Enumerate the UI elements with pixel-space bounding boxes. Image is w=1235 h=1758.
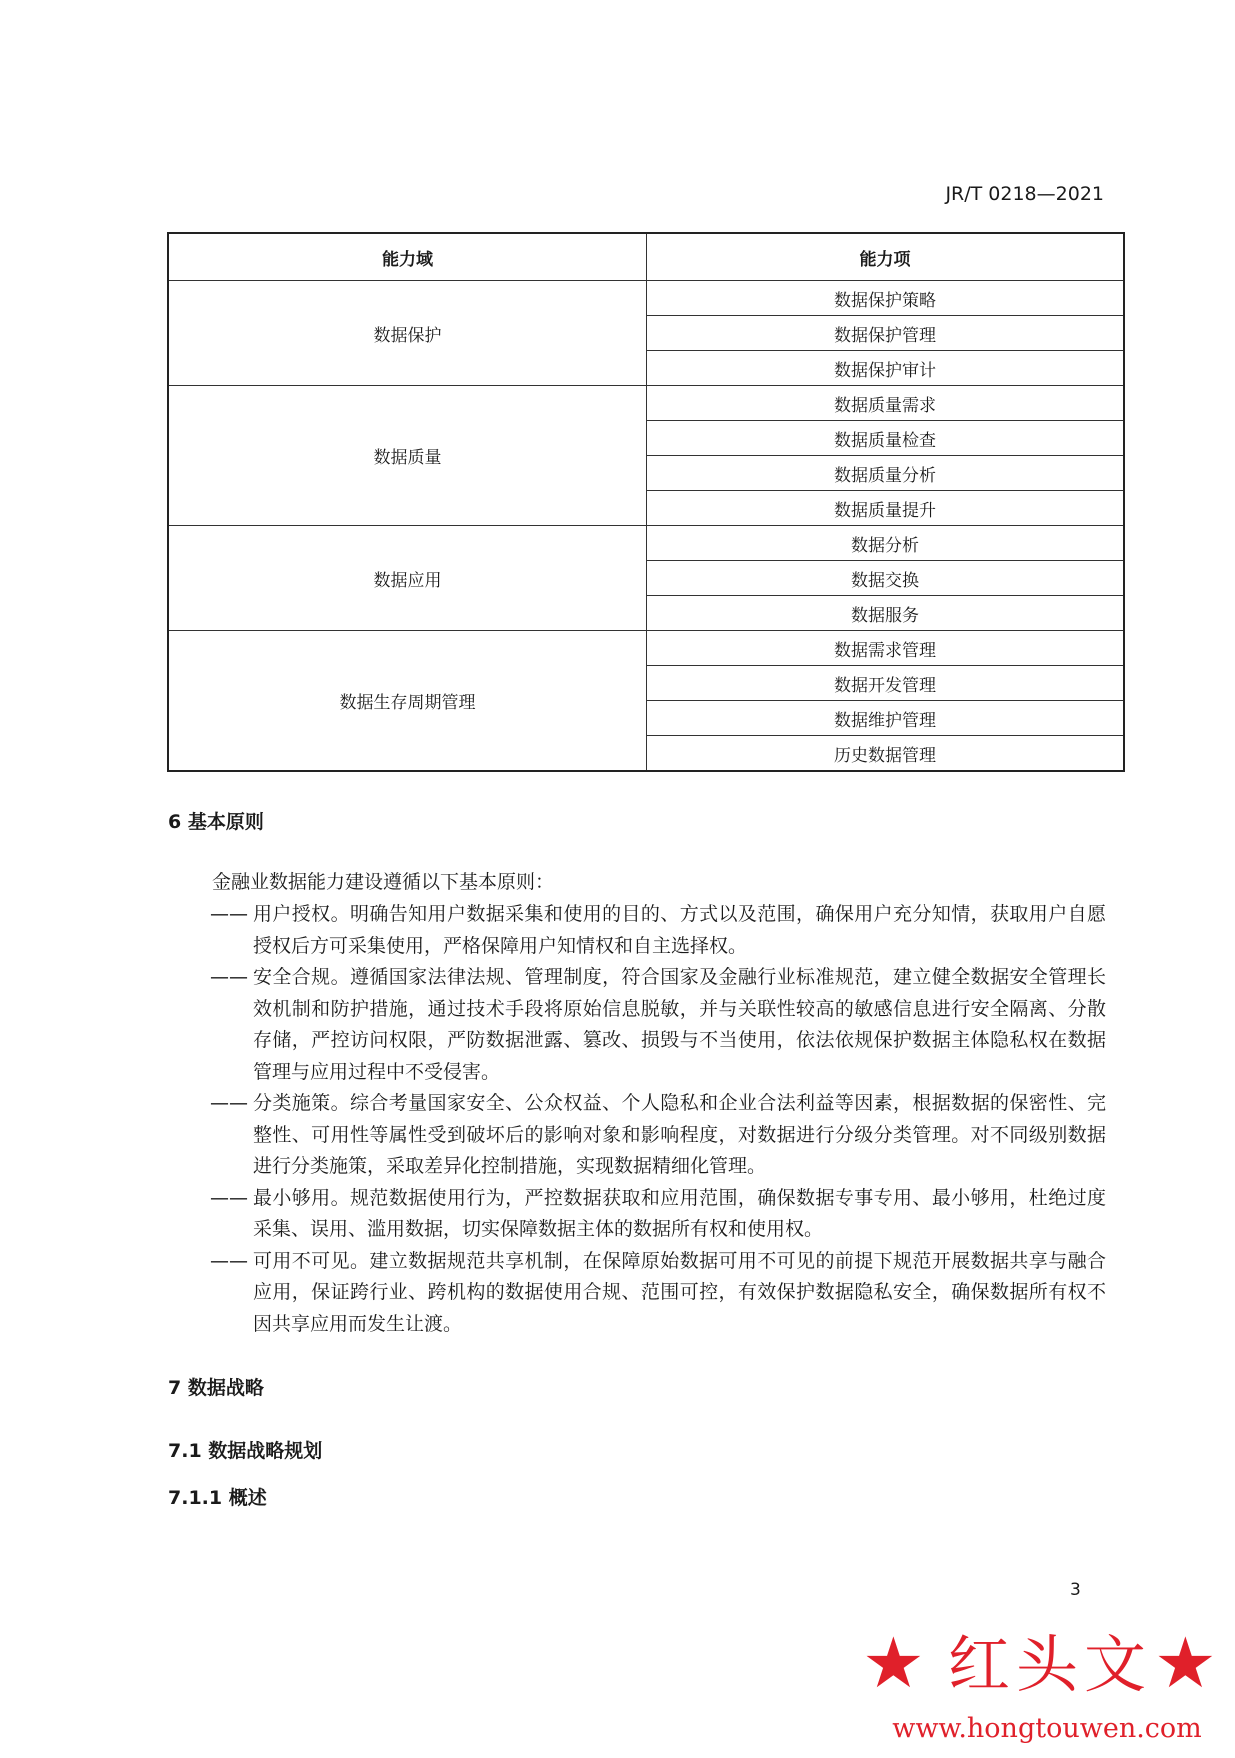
principle-item	[210, 1246, 1106, 1341]
item-cell: 数据质量检查	[647, 421, 1125, 456]
principle-item	[210, 1183, 1106, 1246]
principle-dash: ——	[210, 1186, 248, 1209]
domain-cell: 数据保护	[168, 281, 647, 386]
watermark-text: 红头文	[948, 1628, 1153, 1701]
star-icon: ★	[1154, 1622, 1217, 1704]
principle-dash: ——	[210, 1092, 248, 1114]
capability-table	[167, 232, 1125, 772]
principle-item	[210, 899, 1106, 962]
item-cell: 历史数据管理	[647, 736, 1125, 772]
domain-cell: 数据应用	[168, 526, 647, 631]
principle-item	[210, 962, 1106, 1088]
section-7-heading: 7 数据战略	[168, 1377, 264, 1399]
principle-text: 分类施策。综合考量国家安全、公众权益、个人隐私和企业合法利益等因素，根据数据的保密性、完整性、可用性等属性受到破坏后的影响对象和影响程度，对数据进行分级分类管理。对不同级别数据进行分类施策，采取差异化控制措施，实现数据精细化管理。	[253, 1092, 1106, 1177]
domain-cell: 数据生存周期管理	[168, 631, 647, 772]
principle-dash: ——	[210, 966, 248, 988]
principle-text: 安全合规。遵循国家法律法规、管理制度，符合国家及金融行业标准规范，建立健全数据安全管理长效机制和防护措施，通过技术手段将原始信息脱敏，并与关联性较高的敏感信息进行安全隔离、分散存储，严控访问权限，严防数据泄露、篡改、损毁与不当使用，依法依规保护数据主体隐私权在数据管理与应用过程中不受侵害。	[253, 966, 1106, 1083]
principle-text: 可用不可见。建立数据规范共享机制，在保障原始数据可用不可见的前提下规范开展数据共享与融合应用，保证跨行业、跨机构的数据使用合规、范围可控，有效保护数据隐私安全，确保数据所有权不因共享应用而发生让渡。	[253, 1249, 1106, 1335]
watermark	[862, 1623, 1232, 1753]
section-6-heading: 6 基本原则	[168, 811, 264, 833]
item-cell: 数据需求管理	[647, 631, 1125, 666]
table-row	[168, 281, 1124, 316]
item-cell: 数据维护管理	[647, 701, 1125, 736]
page-number: 3	[1070, 1580, 1081, 1600]
item-cell: 数据开发管理	[647, 666, 1125, 701]
watermark-url: www.hongtouwen.com	[892, 1713, 1202, 1744]
item-cell: 数据质量分析	[647, 456, 1125, 491]
header-capability-item: 能力项	[647, 233, 1125, 281]
watermark-title	[862, 1623, 1232, 1705]
item-cell: 数据质量需求	[647, 386, 1125, 421]
document-code: JR/T 0218—2021	[945, 183, 1104, 205]
item-cell: 数据保护管理	[647, 316, 1125, 351]
table-row	[168, 631, 1124, 666]
table-row	[168, 526, 1124, 561]
principle-dash: ——	[210, 903, 248, 925]
header-capability-domain: 能力域	[168, 233, 647, 281]
item-cell: 数据保护策略	[647, 281, 1125, 316]
domain-cell: 数据质量	[168, 386, 647, 526]
item-cell: 数据保护审计	[647, 351, 1125, 386]
item-cell: 数据分析	[647, 526, 1125, 561]
table-header-row	[168, 233, 1124, 281]
principle-dash: ——	[210, 1249, 248, 1272]
item-cell: 数据交换	[647, 561, 1125, 596]
table-row	[168, 386, 1124, 421]
principle-text: 用户授权。明确告知用户数据采集和使用的目的、方式以及范围，确保用户充分知情，获取用户自愿授权后方可采集使用，严格保障用户知情权和自主选择权。	[253, 903, 1106, 957]
principle-text: 最小够用。规范数据使用行为，严控数据获取和应用范围，确保数据专事专用、最小够用，杜绝过度采集、误用、滥用数据，切实保障数据主体的数据所有权和使用权。	[253, 1186, 1106, 1240]
principles-list	[210, 899, 1106, 1340]
section-7-1-1-heading: 7.1.1 概述	[168, 1487, 267, 1509]
star-icon: ★	[862, 1622, 925, 1704]
item-cell: 数据服务	[647, 596, 1125, 631]
principle-item	[210, 1088, 1106, 1183]
section-6-intro: 金融业数据能力建设遵循以下基本原则：	[212, 871, 555, 893]
item-cell: 数据质量提升	[647, 491, 1125, 526]
section-7-1-heading: 7.1 数据战略规划	[168, 1440, 323, 1462]
